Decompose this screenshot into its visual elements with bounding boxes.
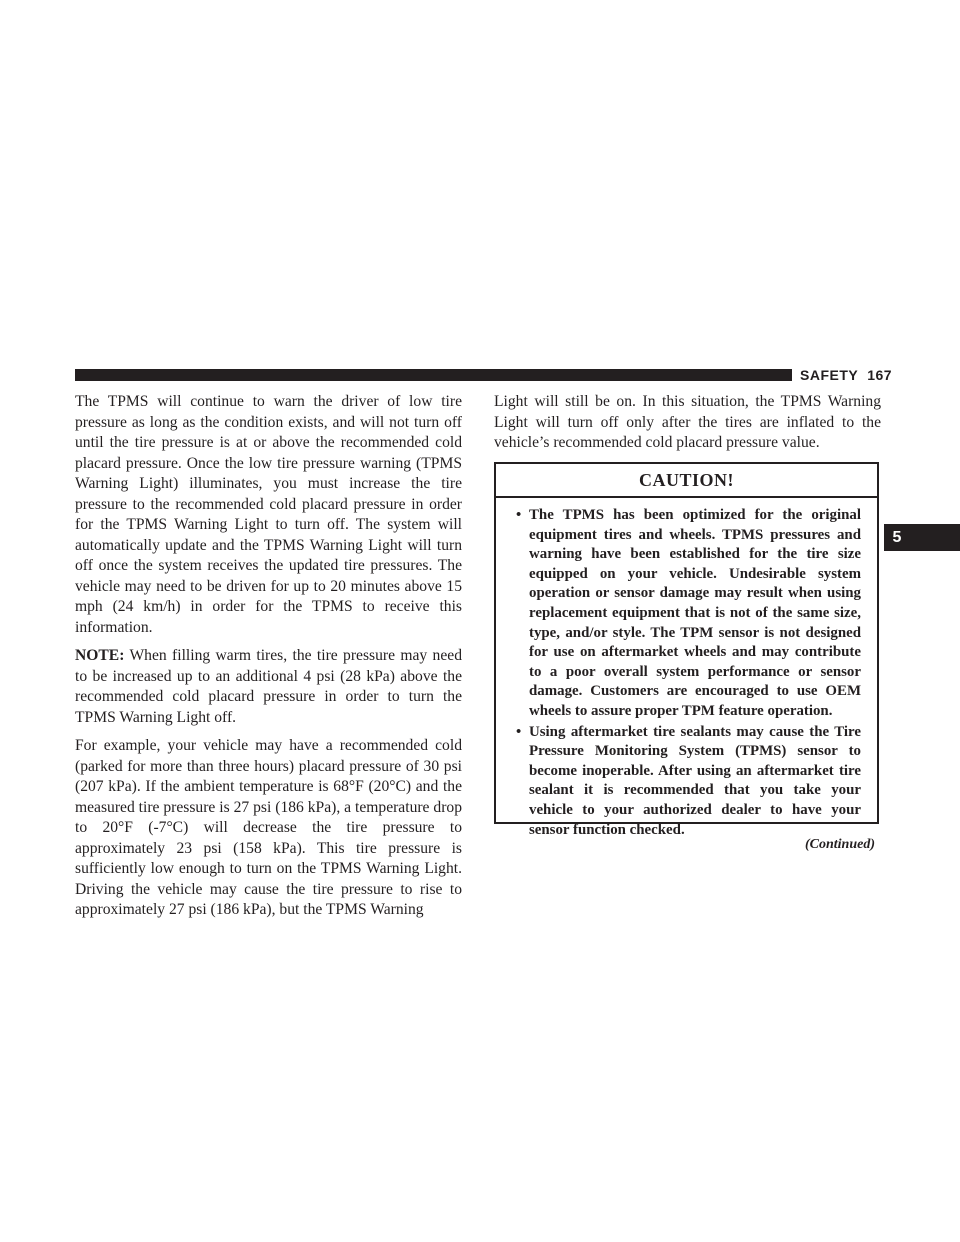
caution-item-text: The TPMS has been optimized for the original equipment tires and wheels. TPMS pressures and warning have been established for the tire size equipped on your vehicle. Undesirable system operation or sensor damage may result when using replacement equipment that is not of the same size, type, and/or style. The TPM sensor is not designed for use on aftermarket wheels and may contribute to a poor overall system performance or sensor damage. Customers are encouraged to use OEM wheels to assure proper TPM feature operation. — [529, 507, 861, 719]
caution-title: CAUTION! — [496, 464, 877, 498]
note-paragraph — [75, 646, 462, 728]
continued-label: (Continued) — [804, 837, 875, 852]
note-label: NOTE: — [75, 647, 125, 664]
caution-box — [494, 462, 879, 838]
page-number: 167 — [867, 367, 893, 383]
note-text: When filling warm tires, the tire pressure may need to be increased up to an additional 4 psi (28 kPa) above the recommended cold placard pressure in order to turn the TPMS Warning Light off. — [75, 647, 462, 726]
bullet-icon: • — [516, 507, 522, 523]
bullet-icon: • — [516, 723, 522, 740]
example-paragraph: For example, your vehicle may have a recommended cold (parked for more than three hours) placard pressure of 30 psi (207 kPa). If the ambient temperature is 68°F (20°C) and the measured tire pressure is 27 psi (186 kPa), a temperature drop to 20°F (-7°C) will decrease the tire pressure to approximately 23 psi (158 kPa). This tire pressure is sufficiently low enough to turn on the TPMS Warning Light. Driving the vehicle may cause the tire pressure to rise to approximately 27 psi (186 kPa), but the TPMS Warning — [75, 737, 462, 918]
caution-item — [516, 506, 861, 722]
left-column — [75, 392, 462, 929]
caution-item — [516, 723, 861, 841]
chapter-number: 5 — [892, 529, 902, 546]
chapter-tab — [884, 524, 960, 551]
continued-paragraph: Light will still be on. In this situation, the TPMS Warning Light will turn off only after the tires are inflated to the vehicle’s recommended cold placard pressure value. — [494, 393, 881, 451]
header-rule — [75, 369, 792, 381]
right-column-text — [494, 392, 881, 462]
caution-list — [496, 498, 877, 840]
section-title: SAFETY — [800, 367, 859, 383]
caution-item-text: Using aftermarket tire sealants may cause the Tire Pressure Monitoring System (TPMS) sensor to become inoperable. After using an aftermarket tire sealant it is recommended that you take your vehicle to your authorized dealer to have your sensor function checked. — [529, 723, 861, 838]
tpms-warning-paragraph: The TPMS will continue to warn the driver of low tire pressure as long as the condition exists, and will not turn off until the tire pressure is at or above the recommended cold placard pressure. Once the low tire pressure warning (TPMS Warning Light) illuminates, you must increase the tire pressure to the recommended cold placard pressure in order for the TPMS Warning Light to turn off. The system will automatically update and the TPMS Warning Light will turn off once the system receives the updated tire pressures. The vehicle may need to be driven for up to 20 minutes above 15 mph (24 km/h) in order for the TPMS to receive this information. — [75, 393, 462, 636]
running-header — [800, 365, 900, 385]
